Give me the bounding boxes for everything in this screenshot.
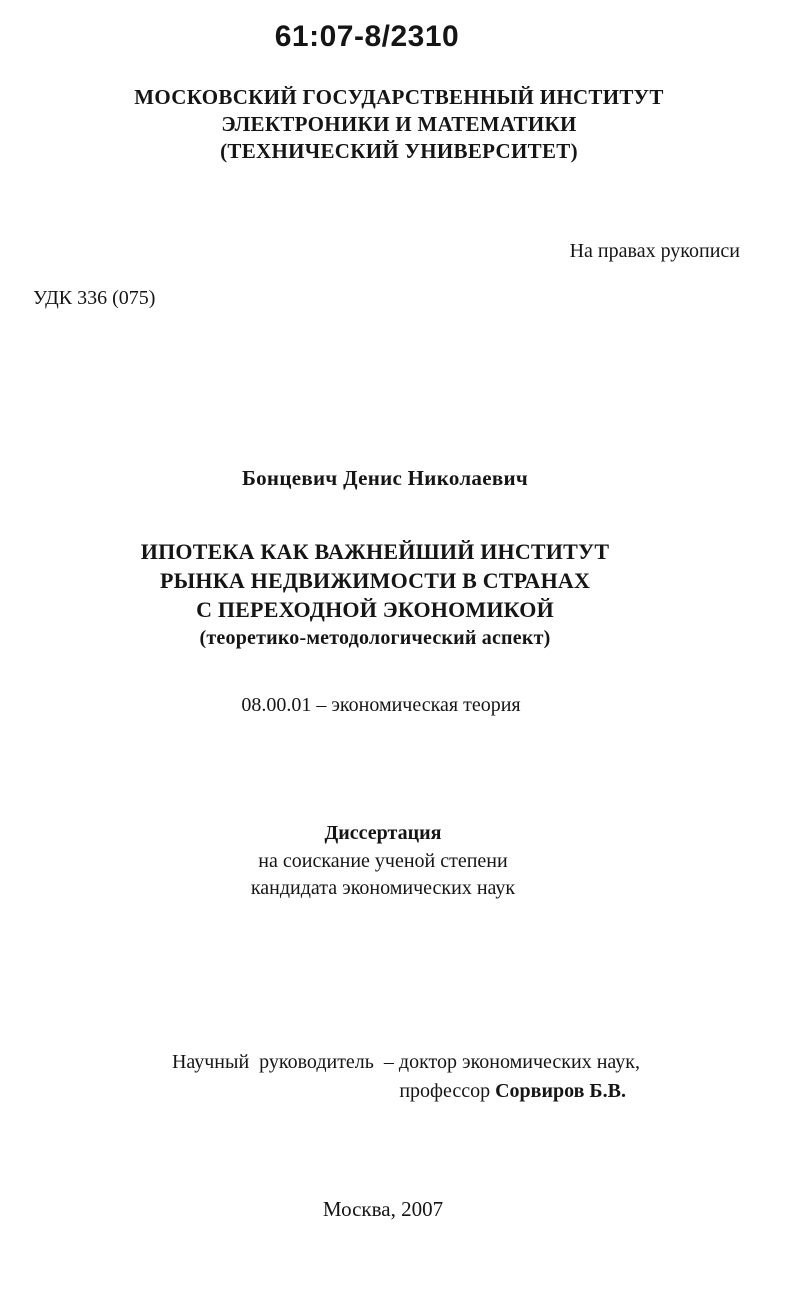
dissertation-title — [0, 537, 774, 653]
supervisor-block — [172, 1048, 640, 1106]
title-line-1: ИПОТЕКА КАК ВАЖНЕЙШИЙ ИНСТИТУТ — [140, 539, 610, 564]
thesis-line-1: Диссертация — [324, 822, 442, 844]
specialty-code: 08.00.01 – экономическая теория — [241, 694, 521, 716]
supervisor-name: Сорвиров Б.В. — [495, 1080, 626, 1102]
imprint-city-year: Москва, 2007 — [322, 1197, 444, 1221]
author-name: Бонцевич Денис Николаевич — [241, 466, 529, 490]
title-subtitle: (теоретико-методологический аспект) — [199, 627, 551, 649]
institution-line-1: МОСКОВСКИЙ ГОСУДАРСТВЕННЫЙ ИНСТИТУТ — [134, 85, 664, 109]
thesis-line-3: кандидата экономических наук — [250, 877, 516, 899]
supervisor-line-2 — [172, 1077, 640, 1106]
thesis-line-2: на соискание ученой степени — [258, 849, 508, 872]
udc-classification: УДК 336 (075) — [33, 287, 156, 309]
manuscript-rights-note: На правах рукописи — [569, 240, 740, 262]
supervisor-title: профессор — [399, 1080, 496, 1102]
institution-line-3: (ТЕХНИЧЕСКИЙ УНИВЕРСИТЕТ) — [220, 139, 578, 163]
title-line-2: РЫНКА НЕДВИЖИМОСТИ В СТРАНАХ — [159, 568, 591, 593]
title-line-3: С ПЕРЕХОДНОЙ ЭКОНОМИКОЙ — [196, 597, 554, 622]
thesis-statement — [0, 820, 782, 903]
institution-name — [0, 84, 798, 165]
supervisor-line-1: Научный руководитель – доктор экономических наук, — [171, 1051, 640, 1073]
institution-line-2: ЭЛЕКТРОНИКИ И МАТЕМАТИКИ — [221, 112, 577, 136]
catalog-number: 61:07-8/2310 — [274, 20, 460, 53]
